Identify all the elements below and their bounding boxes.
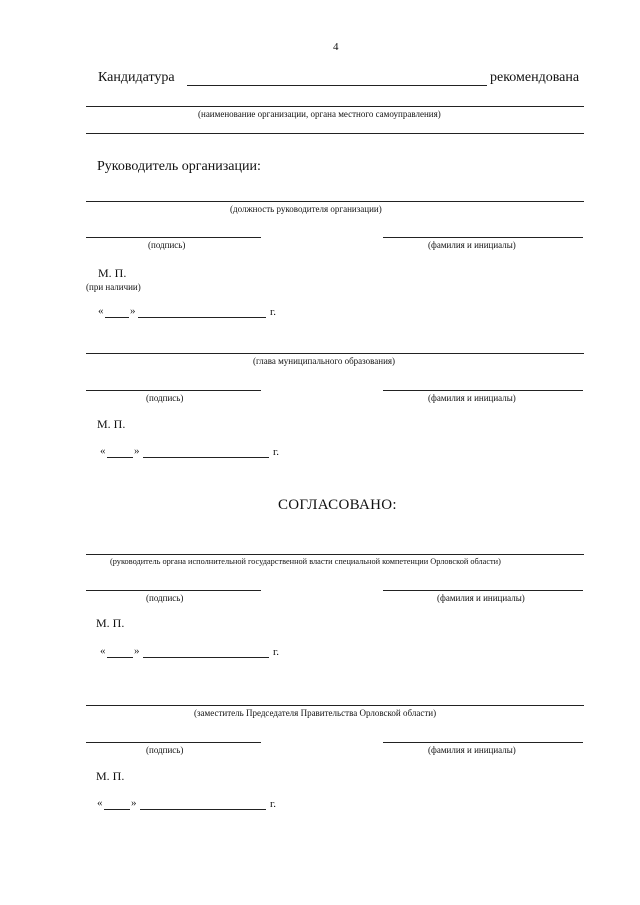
deputy-stamp: М. П. xyxy=(96,769,125,783)
municipal-head-signature-field[interactable] xyxy=(86,390,261,391)
candidacy-name-field[interactable] xyxy=(187,85,487,86)
municipal-head-day-field[interactable] xyxy=(107,457,133,458)
organization-name-field-line2[interactable] xyxy=(86,133,584,134)
municipal-head-signature-caption: (подпись) xyxy=(146,393,184,403)
municipal-head-month-field[interactable] xyxy=(143,457,269,458)
org-head-stamp: М. П. xyxy=(98,266,127,280)
executive-position-field[interactable] xyxy=(86,554,584,555)
deputy-date-close: » xyxy=(131,797,137,809)
org-head-position-caption: (должность руководителя организации) xyxy=(230,204,382,214)
executive-name-field[interactable] xyxy=(383,590,583,591)
executive-date-close: » xyxy=(134,645,140,657)
deputy-name-caption: (фамилия и инициалы) xyxy=(428,745,516,755)
municipal-head-position-caption: (глава муниципального образования) xyxy=(253,356,396,366)
org-head-stamp-note: (при наличии) xyxy=(86,282,141,292)
municipal-head-name-caption: (фамилия и инициалы) xyxy=(428,393,516,403)
org-head-month-field[interactable] xyxy=(138,317,266,318)
executive-position-caption: (руководитель органа исполнительной государственной власти специальной компетенции Орловской области) xyxy=(110,557,501,566)
org-head-position-field[interactable] xyxy=(86,201,584,202)
deputy-position-field[interactable] xyxy=(86,705,584,706)
deputy-day-field[interactable] xyxy=(104,809,130,810)
deputy-month-field[interactable] xyxy=(140,809,266,810)
executive-stamp: М. П. xyxy=(96,616,125,630)
deputy-signature-field[interactable] xyxy=(86,742,261,743)
organization-caption: (наименование организации, органа местного самоуправления) xyxy=(198,109,441,119)
municipal-head-position-field[interactable] xyxy=(86,353,584,354)
deputy-position-caption: (заместитель Председателя Правительства Орловской области) xyxy=(194,708,437,718)
agreed-heading: СОГЛАСОВАНО: xyxy=(278,497,397,513)
municipal-head-date-close: » xyxy=(134,445,140,457)
deputy-signature-caption: (подпись) xyxy=(146,745,184,755)
recommended-label: рекомендована xyxy=(490,70,580,85)
org-head-name-field[interactable] xyxy=(383,237,583,238)
organization-name-field[interactable] xyxy=(86,106,584,107)
executive-month-field[interactable] xyxy=(143,657,269,658)
deputy-date-open: « xyxy=(97,797,103,809)
org-head-year-suffix: г. xyxy=(270,306,277,318)
municipal-head-stamp: М. П. xyxy=(97,417,126,431)
executive-date-open: « xyxy=(100,645,106,657)
org-head-signature-field[interactable] xyxy=(86,237,261,238)
page-number: 4 xyxy=(333,41,339,53)
org-head-date-open: « xyxy=(98,305,104,317)
org-head-date-close: » xyxy=(130,305,136,317)
executive-signature-caption: (подпись) xyxy=(146,593,184,603)
deputy-year-suffix: г. xyxy=(270,798,277,810)
org-head-day-field[interactable] xyxy=(105,317,129,318)
org-head-name-caption: (фамилия и инициалы) xyxy=(428,240,516,250)
deputy-name-field[interactable] xyxy=(383,742,583,743)
municipal-head-year-suffix: г. xyxy=(273,446,280,458)
org-head-title: Руководитель организации: xyxy=(97,159,261,174)
executive-signature-field[interactable] xyxy=(86,590,261,591)
org-head-signature-caption: (подпись) xyxy=(148,240,186,250)
municipal-head-date-open: « xyxy=(100,445,106,457)
candidacy-label: Кандидатура xyxy=(98,70,175,85)
executive-name-caption: (фамилия и инициалы) xyxy=(437,593,525,603)
executive-day-field[interactable] xyxy=(107,657,133,658)
executive-year-suffix: г. xyxy=(273,646,280,658)
municipal-head-name-field[interactable] xyxy=(383,390,583,391)
